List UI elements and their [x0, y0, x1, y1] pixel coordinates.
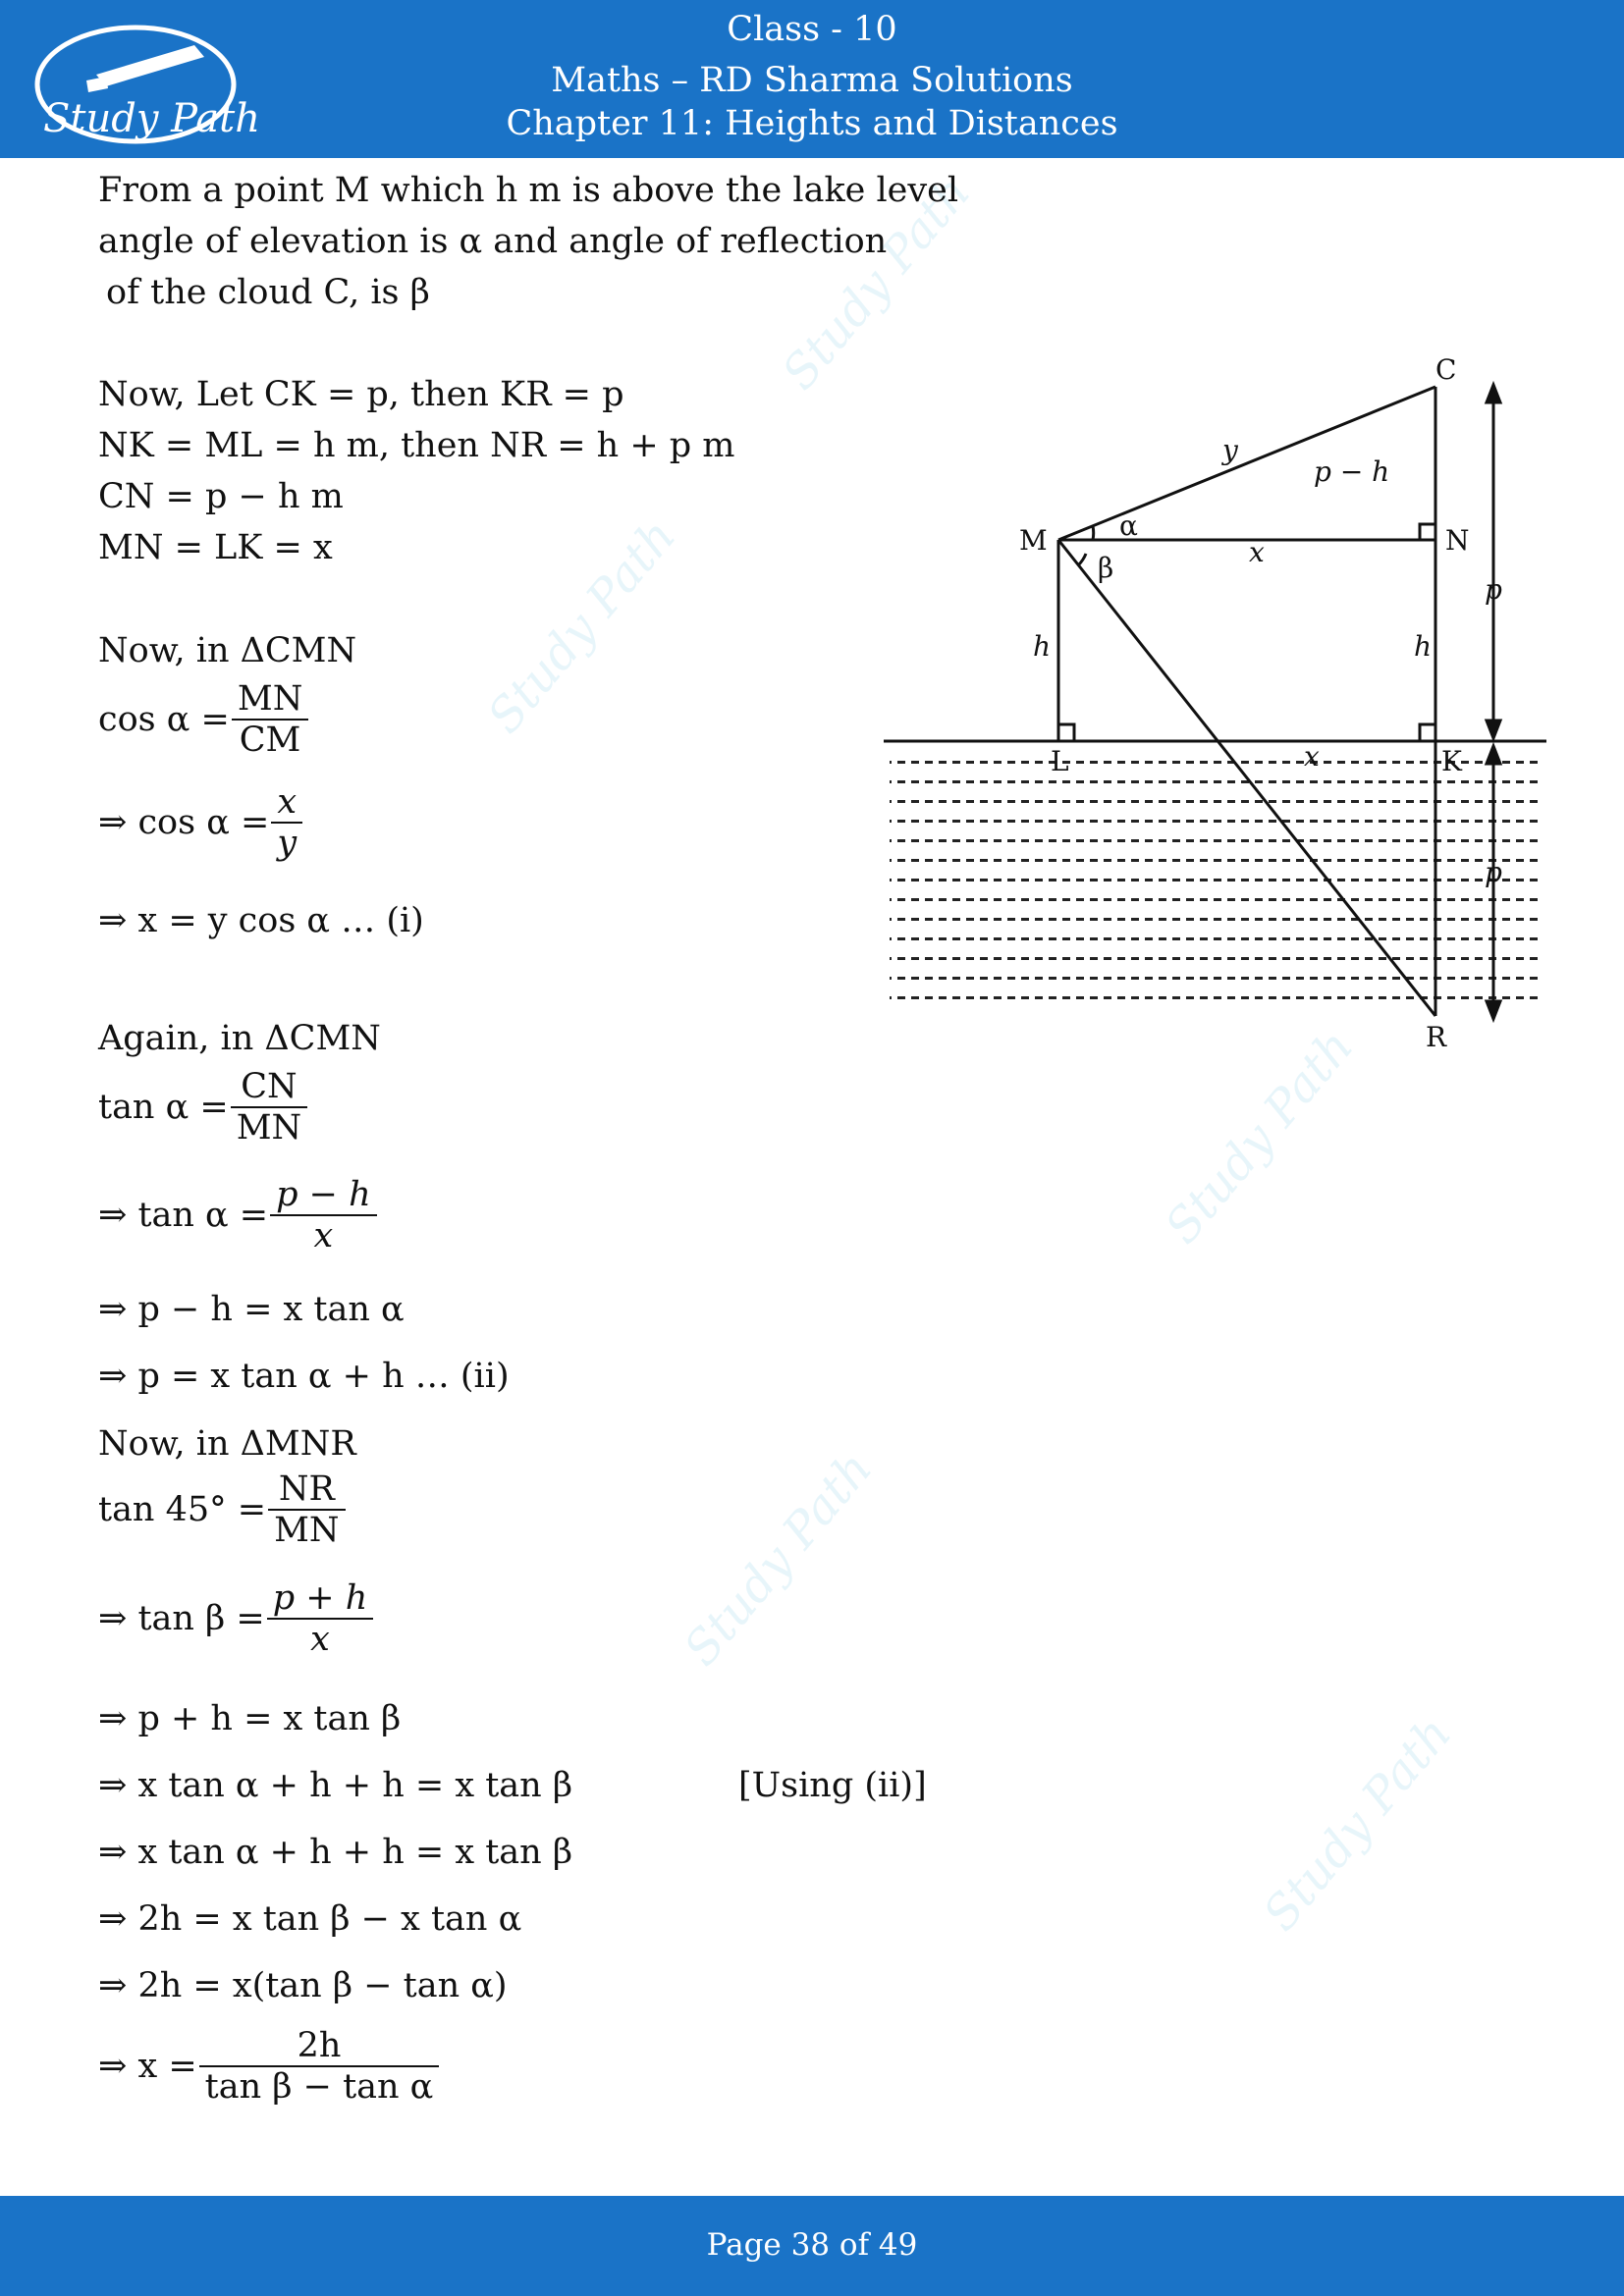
page-number: Page 38 of 49 — [706, 2227, 918, 2263]
fraction — [271, 782, 302, 863]
eq-lhs: tan 45° = — [98, 1490, 267, 1529]
numerator: CN — [231, 1067, 307, 1108]
cos-equation — [98, 679, 310, 760]
page-footer — [0, 2196, 1624, 2296]
eq-lhs: ⇒ tan α = — [98, 1196, 269, 1235]
fraction — [199, 2026, 440, 2107]
numerator: x — [271, 782, 302, 824]
given-line-2: NK = ML = h m, then NR = h + p m — [98, 426, 735, 465]
using-ii-note: [Using (ii)] — [738, 1766, 927, 1805]
label-p-minus-h: p − h — [1314, 455, 1390, 488]
equation-i: ⇒ x = y cos α … (i) — [98, 901, 424, 940]
label-alpha: α — [1119, 509, 1138, 542]
equation-ii: ⇒ p = x tan α + h … (ii) — [98, 1357, 510, 1396]
denominator: MN — [274, 1511, 340, 1550]
numerator: MN — [232, 679, 308, 721]
eq-lhs: ⇒ tan β = — [98, 1599, 265, 1638]
tan-equation-2 — [98, 1175, 379, 1255]
denominator: MN — [236, 1108, 302, 1148]
label-h-right: h — [1414, 630, 1433, 663]
cos-equation-2 — [98, 782, 304, 863]
fraction — [268, 1469, 345, 1550]
denominator: CM — [239, 721, 301, 760]
label-k: K — [1441, 745, 1462, 777]
chapter-title: Chapter 11: Heights and Distances — [506, 104, 1118, 143]
label-c: C — [1435, 353, 1457, 386]
tan-equation — [98, 1067, 309, 1148]
fraction — [270, 1175, 377, 1255]
label-h-left: h — [1033, 630, 1052, 663]
watermark: Study Path — [476, 508, 687, 744]
equation-step: ⇒ p − h = x tan α — [98, 1290, 405, 1329]
denominator: y — [277, 824, 298, 863]
label-r: R — [1426, 1021, 1447, 1053]
page-header — [0, 0, 1624, 158]
step2-title: Again, in ΔCMN — [98, 1019, 381, 1058]
tan-beta-equation — [98, 1578, 375, 1659]
logo-text: Study Path — [43, 96, 260, 141]
label-x-bottom: x — [1304, 740, 1320, 773]
lake-surface — [884, 741, 1546, 1015]
eq-lhs: tan α = — [98, 1088, 229, 1127]
eq-lhs: cos α = — [98, 700, 230, 739]
equation-step: ⇒ 2h = x(tan β − tan α) — [98, 1966, 508, 2005]
equation-step: ⇒ 2h = x tan β − x tan α — [98, 1899, 522, 1939]
given-line-4: MN = LK = x — [98, 528, 333, 567]
intro-line-2: angle of elevation is α and angle of reflection — [98, 222, 888, 261]
equation-step: ⇒ p + h = x tan β — [98, 1699, 402, 1738]
heights-distances-diagram — [884, 344, 1561, 1060]
numerator: p − h — [270, 1175, 377, 1216]
watermark: Study Path — [771, 165, 982, 400]
class-title: Class - 10 — [727, 10, 897, 49]
eq-lhs: ⇒ x = — [98, 2047, 197, 2086]
tan45-equation — [98, 1469, 348, 1550]
denominator: tan β − tan α — [204, 2067, 434, 2107]
label-p-down: p — [1485, 856, 1502, 888]
label-m: M — [1019, 524, 1048, 557]
numerator: NR — [268, 1469, 345, 1511]
watermark: Study Path — [1154, 1019, 1365, 1255]
watermark: Study Path — [1252, 1706, 1463, 1942]
label-p-up: p — [1485, 573, 1502, 606]
numerator: p + h — [267, 1578, 374, 1620]
label-y: y — [1222, 434, 1238, 466]
equation-step: ⇒ x tan α + h + h = x tan β — [98, 1833, 573, 1872]
given-line-3: CN = p − h m — [98, 477, 344, 516]
label-l: L — [1051, 745, 1069, 777]
label-x-top: x — [1249, 536, 1265, 568]
numerator: 2h — [199, 2026, 440, 2067]
label-n: N — [1445, 524, 1470, 557]
fraction — [231, 1067, 307, 1148]
intro-line-1: From a point M which h m is above the lake level — [98, 171, 959, 210]
given-line-1: Now, Let CK = p, then KR = p — [98, 375, 624, 414]
final-equation — [98, 2026, 441, 2107]
equation-step: ⇒ x tan α + h + h = x tan β — [98, 1766, 573, 1805]
eq-lhs: ⇒ cos α = — [98, 803, 270, 842]
step1-title: Now, in ΔCMN — [98, 631, 357, 670]
step3-title: Now, in ΔMNR — [98, 1424, 356, 1464]
label-beta: β — [1098, 552, 1114, 584]
fraction — [267, 1578, 374, 1659]
intro-line-3: of the cloud C, is β — [106, 273, 430, 312]
denominator: x — [310, 1620, 330, 1659]
denominator: x — [313, 1216, 334, 1255]
watermark: Study Path — [673, 1441, 884, 1677]
subject-title: Maths – RD Sharma Solutions — [551, 61, 1073, 100]
fraction — [232, 679, 308, 760]
